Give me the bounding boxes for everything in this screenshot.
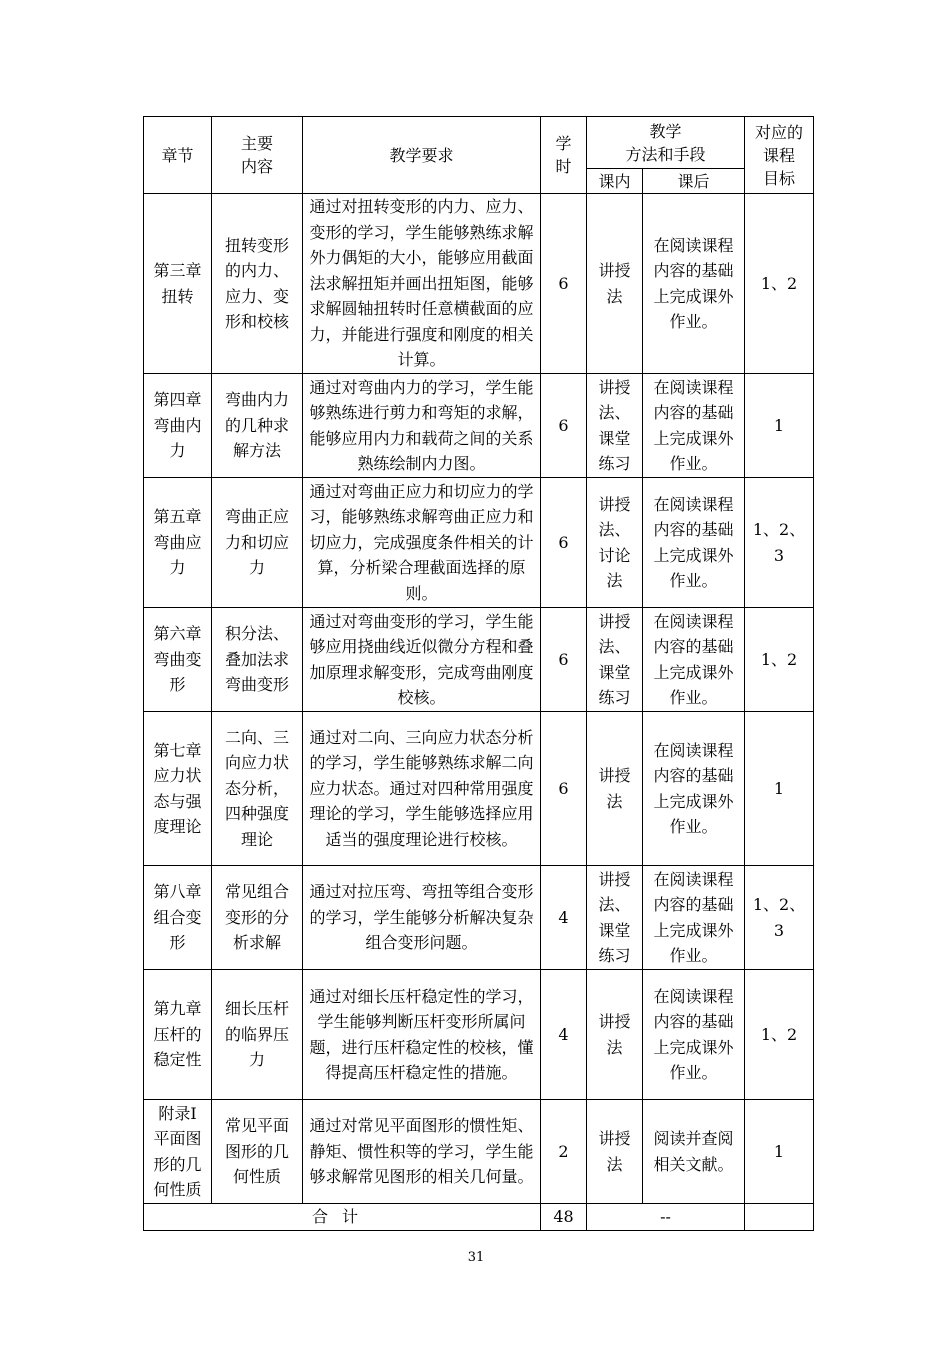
chapter-cell: 第六章 弯曲变 形 <box>144 608 212 712</box>
table-row <box>144 1100 814 1204</box>
table-row <box>144 866 814 970</box>
objectives-cell: 1、2、3 <box>745 866 814 970</box>
content-cell: 积分法、 叠加法求 弯曲变形 <box>212 608 303 712</box>
total-label: 合计 <box>144 1204 541 1231</box>
total-methods: -- <box>587 1204 745 1231</box>
hours-cell: 2 <box>541 1100 587 1204</box>
total-hours: 48 <box>541 1204 587 1231</box>
after-class-method-cell: 阅读并查阅 相关文献。 <box>643 1100 745 1204</box>
table-row <box>144 478 814 608</box>
chapter-cell: 第七章 应力状 态与强 度理论 <box>144 712 212 866</box>
in-class-method-cell: 讲授 法 <box>587 1100 643 1204</box>
requirement-cell: 通过对常见平面图形的惯性矩、静矩、惯性积等的学习，学生能够求解常见图形的相关几何量。 <box>303 1100 541 1204</box>
header-requirement: 教学要求 <box>303 117 541 194</box>
in-class-method-cell: 讲授 法、 课堂 练习 <box>587 608 643 712</box>
content-cell: 常见组合 变形的分 析求解 <box>212 866 303 970</box>
header-objectives: 对应的 课程 目标 <box>745 117 814 194</box>
content-cell: 二向、三 向应力状 态分析， 四种强度 理论 <box>212 712 303 866</box>
requirement-cell: 通过对细长压杆稳定性的学习，学生能够判断压杆变形所属问题，进行压杆稳定性的校核，懂得提高压杆稳定性的措施。 <box>303 970 541 1100</box>
content-cell: 扭转变形 的内力、 应力、变 形和校核 <box>212 194 303 374</box>
course-schedule-table <box>143 116 814 1231</box>
hours-cell: 6 <box>541 608 587 712</box>
after-class-method-cell: 在阅读课程 内容的基础 上完成课外 作业。 <box>643 866 745 970</box>
hours-cell: 6 <box>541 712 587 866</box>
after-class-method-cell: 在阅读课程 内容的基础 上完成课外 作业。 <box>643 194 745 374</box>
requirement-cell: 通过对二向、三向应力状态分析的学习，学生能够熟练求解二向应力状态。通过对四种常用强度理论的学习，学生能够选择应用适当的强度理论进行校核。 <box>303 712 541 866</box>
requirement-cell: 通过对弯曲内力的学习，学生能够熟练进行剪力和弯矩的求解，能够应用内力和载荷之间的关系熟练绘制内力图。 <box>303 374 541 478</box>
page-number: 31 <box>467 1250 485 1265</box>
objectives-cell: 1 <box>745 712 814 866</box>
header-hours: 学 时 <box>541 117 587 194</box>
objectives-cell: 1、2 <box>745 194 814 374</box>
requirement-cell: 通过对拉压弯、弯扭等组合变形的学习，学生能够分析解决复杂组合变形问题。 <box>303 866 541 970</box>
header-chapter: 章节 <box>144 117 212 194</box>
in-class-method-cell: 讲授 法、 讨论 法 <box>587 478 643 608</box>
requirement-cell: 通过对弯曲变形的学习，学生能够应用挠曲线近似微分方程和叠加原理求解变形，完成弯曲刚度校核。 <box>303 608 541 712</box>
header-content: 主要 内容 <box>212 117 303 194</box>
after-class-method-cell: 在阅读课程 内容的基础 上完成课外 作业。 <box>643 970 745 1100</box>
objectives-cell: 1、2 <box>745 970 814 1100</box>
total-row <box>144 1204 814 1231</box>
content-cell: 细长压杆 的临界压 力 <box>212 970 303 1100</box>
requirement-cell: 通过对弯曲正应力和切应力的学习，能够熟练求解弯曲正应力和切应力，完成强度条件相关的计算，分析梁合理截面选择的原则。 <box>303 478 541 608</box>
objectives-cell: 1 <box>745 1100 814 1204</box>
chapter-cell: 第四章 弯曲内 力 <box>144 374 212 478</box>
chapter-cell: 第三章 扭转 <box>144 194 212 374</box>
total-objectives <box>745 1204 814 1231</box>
objectives-cell: 1、2、3 <box>745 478 814 608</box>
hours-cell: 4 <box>541 970 587 1100</box>
table-row <box>144 712 814 866</box>
requirement-cell: 通过对扭转变形的内力、应力、变形的学习，学生能够熟练求解外力偶矩的大小，能够应用截面法求解扭矩并画出扭矩图，能够求解圆轴扭转时任意横截面的应力，并能进行强度和刚度的相关计算。 <box>303 194 541 374</box>
content-cell: 常见平面 图形的几 何性质 <box>212 1100 303 1204</box>
chapter-cell: 第五章 弯曲应 力 <box>144 478 212 608</box>
header-methods: 教学 方法和手段 <box>587 117 745 169</box>
header-after-class: 课后 <box>643 169 745 194</box>
hours-cell: 6 <box>541 194 587 374</box>
objectives-cell: 1、2 <box>745 608 814 712</box>
table-row <box>144 374 814 478</box>
after-class-method-cell: 在阅读课程 内容的基础 上完成课外 作业。 <box>643 608 745 712</box>
table-row <box>144 970 814 1100</box>
header-in-class: 课内 <box>587 169 643 194</box>
after-class-method-cell: 在阅读课程 内容的基础 上完成课外 作业。 <box>643 712 745 866</box>
in-class-method-cell: 讲授 法 <box>587 970 643 1100</box>
table-row <box>144 194 814 374</box>
objectives-cell: 1 <box>745 374 814 478</box>
table-row <box>144 608 814 712</box>
after-class-method-cell: 在阅读课程 内容的基础 上完成课外 作业。 <box>643 478 745 608</box>
chapter-cell: 附录Ⅰ 平面图 形的几 何性质 <box>144 1100 212 1204</box>
hours-cell: 6 <box>541 374 587 478</box>
content-cell: 弯曲内力 的几种求 解方法 <box>212 374 303 478</box>
in-class-method-cell: 讲授 法、 课堂 练习 <box>587 866 643 970</box>
hours-cell: 6 <box>541 478 587 608</box>
hours-cell: 4 <box>541 866 587 970</box>
chapter-cell: 第八章 组合变 形 <box>144 866 212 970</box>
in-class-method-cell: 讲授 法 <box>587 194 643 374</box>
content-cell: 弯曲正应 力和切应 力 <box>212 478 303 608</box>
in-class-method-cell: 讲授 法 <box>587 712 643 866</box>
chapter-cell: 第九章 压杆的 稳定性 <box>144 970 212 1100</box>
after-class-method-cell: 在阅读课程 内容的基础 上完成课外 作业。 <box>643 374 745 478</box>
in-class-method-cell: 讲授 法、 课堂 练习 <box>587 374 643 478</box>
